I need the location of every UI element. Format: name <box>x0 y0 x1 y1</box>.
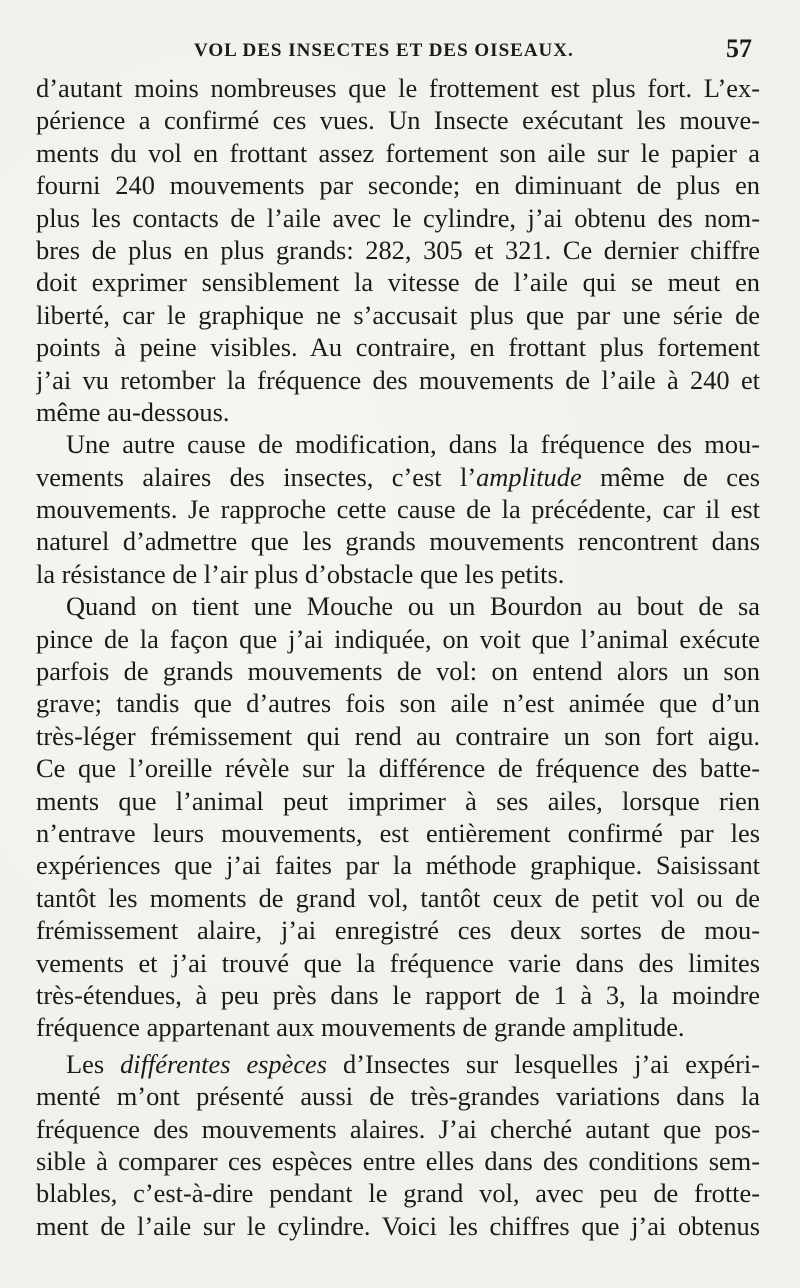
text-line <box>36 1048 760 1080</box>
text-run: Les <box>66 1048 121 1079</box>
text-line: j’ai vu retomber la fréquence des mouvements de l’aile à 240 et <box>36 364 760 395</box>
text-line: ments que l’animal peut imprimer à ses ailes, lorsque rien <box>36 785 760 816</box>
text-line: ment de l’aile sur le cylindre. Voici les chiffres que j’ai obtenus <box>36 1210 760 1241</box>
page-number: 57 <box>726 34 752 63</box>
text-line: même au-dessous. <box>36 396 230 427</box>
text-line: la résistance de l’air plus d’obstacle que les petits. <box>36 558 565 589</box>
text-line: Quand on tient une Mouche ou un Bourdon au bout de sa <box>66 591 760 622</box>
text-line: vements et j’ai trouvé que la fréquence varie dans des limites <box>36 947 760 978</box>
text-run: vements alaires des insectes, c’est l’ <box>36 461 477 492</box>
body-text <box>36 72 760 1242</box>
text-line: périence a confirmé ces vues. Un Insecte exécutant les mouve- <box>36 105 760 136</box>
text-line: pince de la façon que j’ai indiquée, on voit que l’animal exécute <box>36 623 760 654</box>
text-line <box>36 461 760 493</box>
text-line: naturel d’admettre que les grands mouvements rencontrent dans <box>36 526 760 557</box>
text-line: bres de plus en plus grands: 282, 305 et 321. Ce dernier chiffre <box>36 234 760 265</box>
text-line: plus les contacts de l’aile avec le cylindre, j’ai obtenu des nom- <box>36 202 760 233</box>
text-line: d’autant moins nombreuses que le frottement est plus fort. L’ex- <box>36 73 760 103</box>
text-line: expériences que j’ai faites par la méthode graphique. Saisissant <box>36 850 760 881</box>
text-line: fourni 240 mouvements par seconde; en diminuant de plus en <box>36 170 760 201</box>
text-line: n’entrave leurs mouvements, est entièrement confirmé par les <box>36 817 760 848</box>
italic-term: différentes espèces <box>120 1048 328 1079</box>
page-header <box>44 34 756 70</box>
text-line: très-léger frémissement qui rend au contraire un son fort aigu. <box>36 720 760 751</box>
text-line: frémissement alaire, j’ai enregistré ces deux sortes de mou- <box>36 915 760 946</box>
text-line: sible à comparer ces espèces entre elles dans des conditions sem- <box>36 1145 760 1176</box>
text-line: points à peine visibles. Au contraire, en frottant plus fortement <box>36 332 760 363</box>
text-line: Ce que l’oreille révèle sur la différence de fréquence des batte- <box>36 753 760 784</box>
text-line: fréquence des mouvements alaires. J’ai cherché autant que pos- <box>36 1113 760 1144</box>
text-line: parfois de grands mouvements de vol: on entend alors un son <box>36 656 760 687</box>
text-line: ments du vol en frottant assez fortement son aile sur le papier a <box>36 137 760 168</box>
running-title: VOL DES INSECTES ET DES OISEAUX. <box>194 40 574 61</box>
text-line: liberté, car le graphique ne s’accusait plus que par une série de <box>36 299 760 330</box>
text-line: fréquence appartenant aux mouvements de grande amplitude. <box>36 1012 685 1043</box>
text-line: Une autre cause de modification, dans la fréquence des mou- <box>66 429 760 460</box>
text-line: grave; tandis que d’autres fois son aile n’est animée que d’un <box>36 688 760 719</box>
text-run: même de ces <box>581 461 760 492</box>
text-line: doit exprimer sensiblement la vitesse de l’aile qui se meut en <box>36 267 760 298</box>
text-line: blables, c’est-à-dire pendant le grand vol, avec peu de frotte- <box>36 1178 760 1209</box>
text-run: d’Insectes sur lesquelles j’ai expéri- <box>327 1048 760 1079</box>
text-line: mouvements. Je rapproche cette cause de la précédente, car il est <box>36 494 760 525</box>
text-line: tantôt les moments de grand vol, tantôt ceux de petit vol ou de <box>36 882 760 913</box>
text-line: très-étendues, à peu près dans le rapport de 1 à 3, la moindre <box>36 979 760 1010</box>
italic-term: amplitude <box>476 461 582 492</box>
text-line: menté m’ont présenté aussi de très-grandes variations dans la <box>36 1081 760 1112</box>
